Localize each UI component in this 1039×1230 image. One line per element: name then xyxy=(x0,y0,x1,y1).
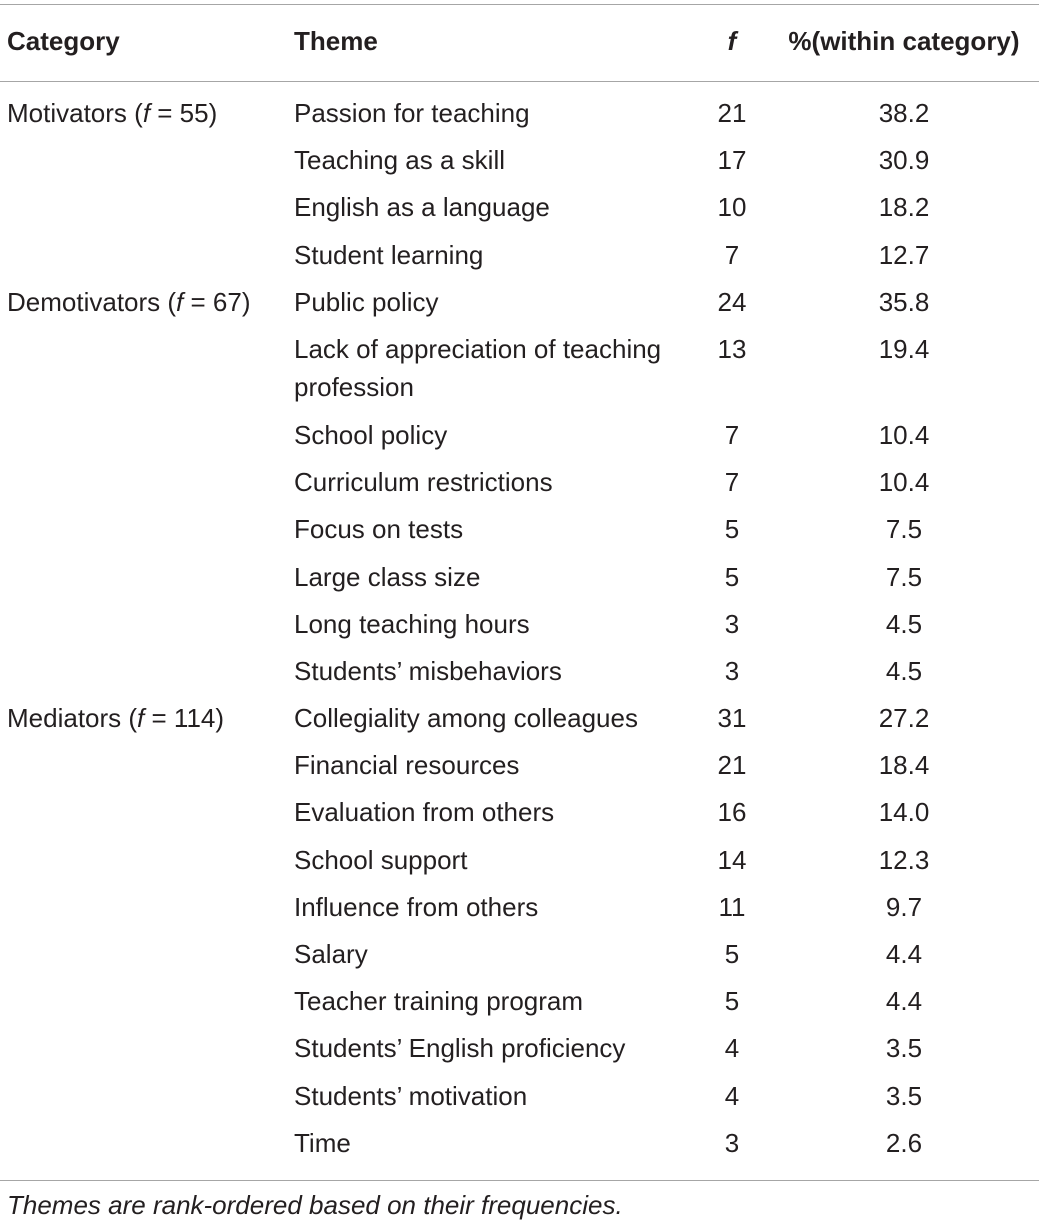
frequency-cell: 4 xyxy=(724,1080,740,1111)
category-cell xyxy=(7,94,217,132)
frequency-cell: 24 xyxy=(717,286,747,317)
frequency-cell: 7 xyxy=(724,239,740,270)
table-row xyxy=(0,1118,1039,1165)
theme-cell: English as a language xyxy=(294,192,550,223)
percent-cell: 30.9 xyxy=(878,145,930,176)
table-row xyxy=(0,882,1039,929)
table-row xyxy=(0,277,1039,324)
frequency-cell: 3 xyxy=(724,655,740,686)
frequency-cell: 5 xyxy=(724,986,740,1017)
frequency-cell: 14 xyxy=(717,844,747,875)
category-label: Mediators ( xyxy=(7,703,138,734)
category-f-symbol: f xyxy=(176,286,184,317)
percent-cell: 18.2 xyxy=(878,192,930,223)
frequency-cell: 21 xyxy=(717,750,747,781)
table-row xyxy=(0,552,1039,599)
percent-cell: 7.5 xyxy=(885,561,923,592)
table-row xyxy=(0,599,1039,646)
table-row xyxy=(0,230,1039,277)
percent-cell: 4.5 xyxy=(885,608,923,639)
frequency-cell: 17 xyxy=(717,145,747,176)
frequency-cell: 7 xyxy=(724,467,740,498)
frequency-cell: 3 xyxy=(724,1127,740,1158)
table-row xyxy=(0,976,1039,1023)
theme-cell: Students’ English proficiency xyxy=(294,1033,626,1064)
theme-cell: School support xyxy=(294,844,468,875)
table-row xyxy=(0,410,1039,457)
category-count: = 55) xyxy=(150,98,218,128)
percent-cell: 12.7 xyxy=(878,239,930,270)
category-f-symbol: f xyxy=(137,703,145,734)
table-row xyxy=(0,835,1039,882)
theme-cell: Evaluation from others xyxy=(294,797,555,828)
theme-cell: Focus on tests xyxy=(294,514,464,545)
frequency-cell: 5 xyxy=(724,939,740,969)
theme-cell: Lack of appreciation of teaching profession xyxy=(294,333,662,402)
theme-cell: Time xyxy=(294,1127,351,1158)
category-label: Demotivators ( xyxy=(7,286,177,317)
percent-cell: 19.4 xyxy=(878,333,930,364)
table-row xyxy=(0,182,1039,229)
table-header-row xyxy=(0,20,1039,64)
frequency-cell: 5 xyxy=(724,514,740,545)
percent-cell: 3.5 xyxy=(885,1080,923,1111)
theme-cell: Passion for teaching xyxy=(294,98,530,128)
table-top-rule xyxy=(0,4,1039,5)
theme-cell: Public policy xyxy=(294,286,439,317)
table-bottom-rule xyxy=(0,1180,1039,1181)
frequency-cell: 3 xyxy=(724,608,740,639)
table-row xyxy=(0,1023,1039,1070)
frequency-cell: 31 xyxy=(717,703,747,734)
theme-cell: Teaching as a skill xyxy=(294,145,505,176)
percent-cell: 4.4 xyxy=(885,986,923,1017)
header-category: Category xyxy=(7,26,120,56)
category-count: = 67) xyxy=(183,286,251,317)
theme-cell: Large class size xyxy=(294,561,481,592)
percent-cell: 14.0 xyxy=(878,797,930,828)
table-body xyxy=(0,88,1039,1165)
table-row xyxy=(0,135,1039,182)
table-row xyxy=(0,740,1039,787)
table-row xyxy=(0,504,1039,551)
percent-cell: 10.4 xyxy=(878,467,930,498)
frequency-cell: 16 xyxy=(717,797,747,828)
table-row xyxy=(0,1071,1039,1118)
theme-cell: Long teaching hours xyxy=(294,608,530,639)
frequency-cell: 13 xyxy=(717,333,747,364)
frequency-cell: 7 xyxy=(724,419,740,450)
theme-cell: Salary xyxy=(294,939,368,969)
category-cell xyxy=(7,699,224,737)
header-frequency: f xyxy=(727,26,737,56)
percent-cell: 27.2 xyxy=(878,703,930,734)
table-row xyxy=(0,88,1039,135)
percent-cell: 10.4 xyxy=(878,419,930,450)
table-header-rule xyxy=(0,81,1039,82)
table-row xyxy=(0,646,1039,693)
percent-cell: 4.5 xyxy=(885,655,923,686)
header-theme: Theme xyxy=(294,26,378,56)
theme-cell: School policy xyxy=(294,419,448,450)
table-row xyxy=(0,693,1039,740)
theme-cell: Curriculum restrictions xyxy=(294,467,553,498)
category-f-symbol: f xyxy=(142,98,151,128)
percent-cell: 7.5 xyxy=(885,514,923,545)
theme-cell: Students’ misbehaviors xyxy=(294,655,562,686)
table-footnote: Themes are rank-ordered based on their frequencies. xyxy=(7,1190,623,1220)
percent-cell: 12.3 xyxy=(878,844,930,875)
theme-cell: Students’ motivation xyxy=(294,1080,528,1111)
table-row xyxy=(0,324,1039,410)
category-count: = 114) xyxy=(144,703,225,734)
table-row xyxy=(0,929,1039,976)
percent-cell: 2.6 xyxy=(885,1127,923,1158)
frequency-cell: 5 xyxy=(724,561,740,592)
theme-cell: Teacher training program xyxy=(294,986,584,1017)
table-row xyxy=(0,457,1039,504)
category-cell xyxy=(7,283,251,321)
theme-cell: Student learning xyxy=(294,239,484,270)
frequency-cell: 4 xyxy=(724,1033,740,1064)
percent-cell: 38.2 xyxy=(878,98,930,128)
theme-cell: Collegiality among colleagues xyxy=(294,703,638,734)
frequency-cell: 21 xyxy=(717,98,747,128)
category-label: Motivators ( xyxy=(7,98,143,128)
theme-cell: Financial resources xyxy=(294,750,520,781)
header-percent-within-category: %(within category) xyxy=(788,26,1020,56)
percent-cell: 35.8 xyxy=(878,286,930,317)
percent-cell: 18.4 xyxy=(878,750,930,781)
percent-cell: 4.4 xyxy=(885,939,923,969)
table-row xyxy=(0,787,1039,834)
frequency-cell: 10 xyxy=(717,192,747,223)
theme-cell: Influence from others xyxy=(294,891,539,922)
percent-cell: 3.5 xyxy=(885,1033,923,1064)
frequency-cell: 11 xyxy=(718,891,746,922)
percent-cell: 9.7 xyxy=(885,891,923,922)
